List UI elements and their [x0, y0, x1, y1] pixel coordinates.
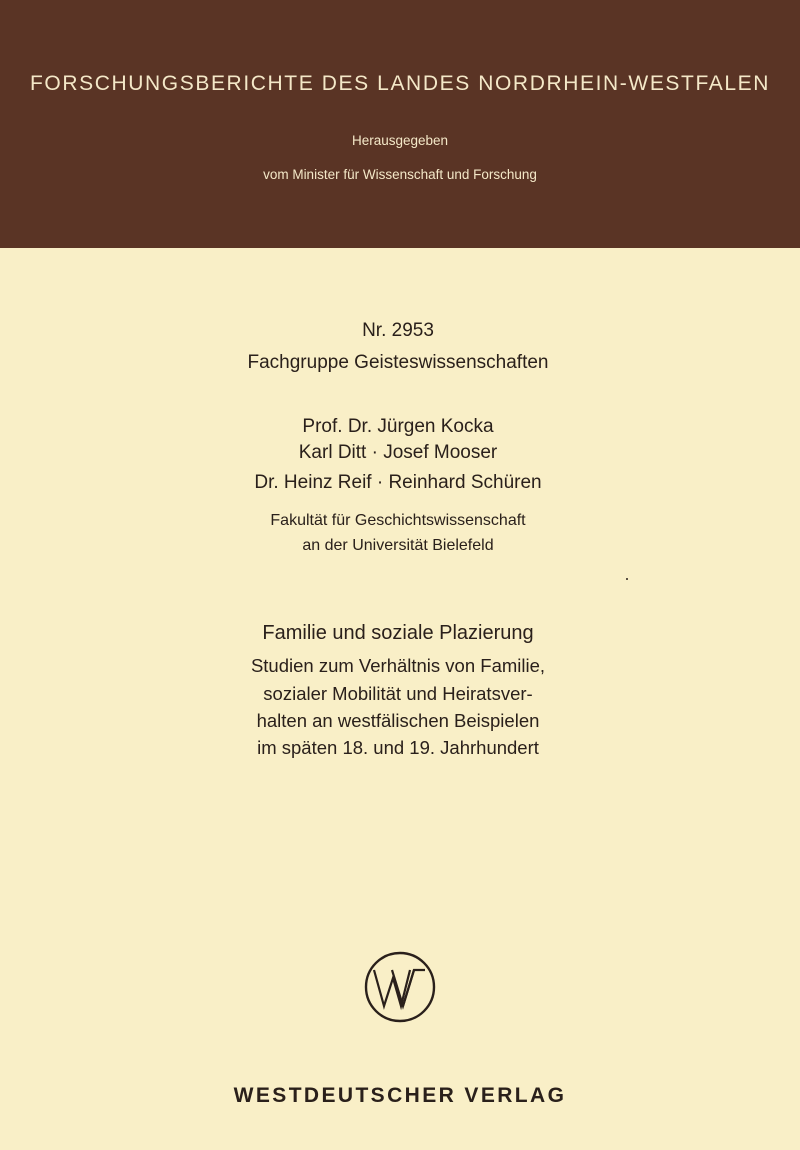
- author-line: Dr. Heinz Reif · Reinhard Schüren: [254, 472, 542, 493]
- author-line: Karl Ditt · Josef Mooser: [298, 442, 498, 463]
- series-header-band: [0, 0, 800, 248]
- faculty-line: an der Universität Bielefeld: [302, 537, 494, 554]
- book-title: Familie und soziale Plazierung: [262, 622, 534, 644]
- subject-group: Fachgruppe Geisteswissenschaften: [247, 352, 549, 373]
- author-line: Prof. Dr. Jürgen Kocka: [302, 416, 494, 437]
- subtitle-line: Studien zum Verhältnis von Familie,: [250, 655, 546, 676]
- report-number: Nr. 2953: [362, 320, 434, 341]
- print-speck: [626, 578, 628, 580]
- subtitle-line: sozialer Mobilität und Heiratsver-: [263, 683, 533, 704]
- wv-circle-logo-icon: [363, 950, 437, 1024]
- editor-name: vom Minister für Wissenschaft und Forschung: [263, 167, 537, 182]
- publisher-name: WESTDEUTSCHER VERLAG: [233, 1084, 567, 1107]
- series-title: FORSCHUNGSBERICHTE DES LANDES NORDRHEIN-WESTFALEN: [30, 72, 770, 95]
- faculty-line: Fakultät für Geschichtswissenschaft: [270, 512, 526, 529]
- editor-label: Herausgegeben: [351, 133, 449, 148]
- subtitle-line: halten an westfälischen Beispielen: [256, 710, 540, 731]
- subtitle-line: im späten 18. und 19. Jahrhundert: [257, 737, 539, 758]
